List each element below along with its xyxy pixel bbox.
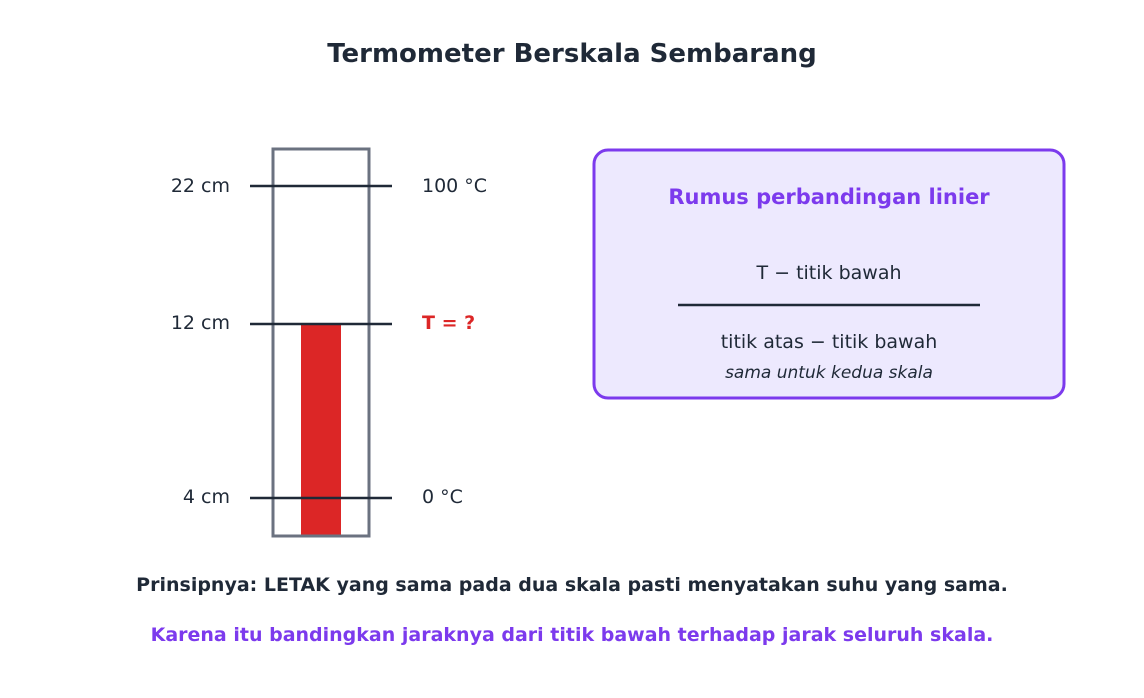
formula-box-title: Rumus perbandingan linier [668, 185, 990, 209]
length-label-upper: 22 cm [170, 175, 230, 197]
principle-text: Prinsipnya: LETAK yang sama pada dua skala pasti menyatakan suhu yang sama. [136, 574, 1008, 596]
thermometer [171, 149, 487, 536]
thermometer-liquid [301, 324, 341, 536]
formula-denominator: titik atas − titik bawah [720, 331, 938, 353]
formula-note: sama untuk kedua skala [725, 363, 933, 383]
length-label-middle: 12 cm [170, 312, 230, 334]
temp-label-lower: 0 °C [422, 486, 463, 508]
diagram-title: Termometer Berskala Sembarang [327, 39, 817, 69]
conclusion-text: Karena itu bandingkan jaraknya dari titik bawah terhadap jarak seluruh skala. [150, 624, 994, 646]
formula-numerator: T − titik bawah [756, 262, 902, 284]
formula-box [594, 150, 1064, 398]
length-label-lower: 4 cm [182, 486, 230, 508]
temp-label-upper: 100 °C [422, 175, 488, 197]
temp-label-unknown: T = ? [422, 312, 476, 334]
